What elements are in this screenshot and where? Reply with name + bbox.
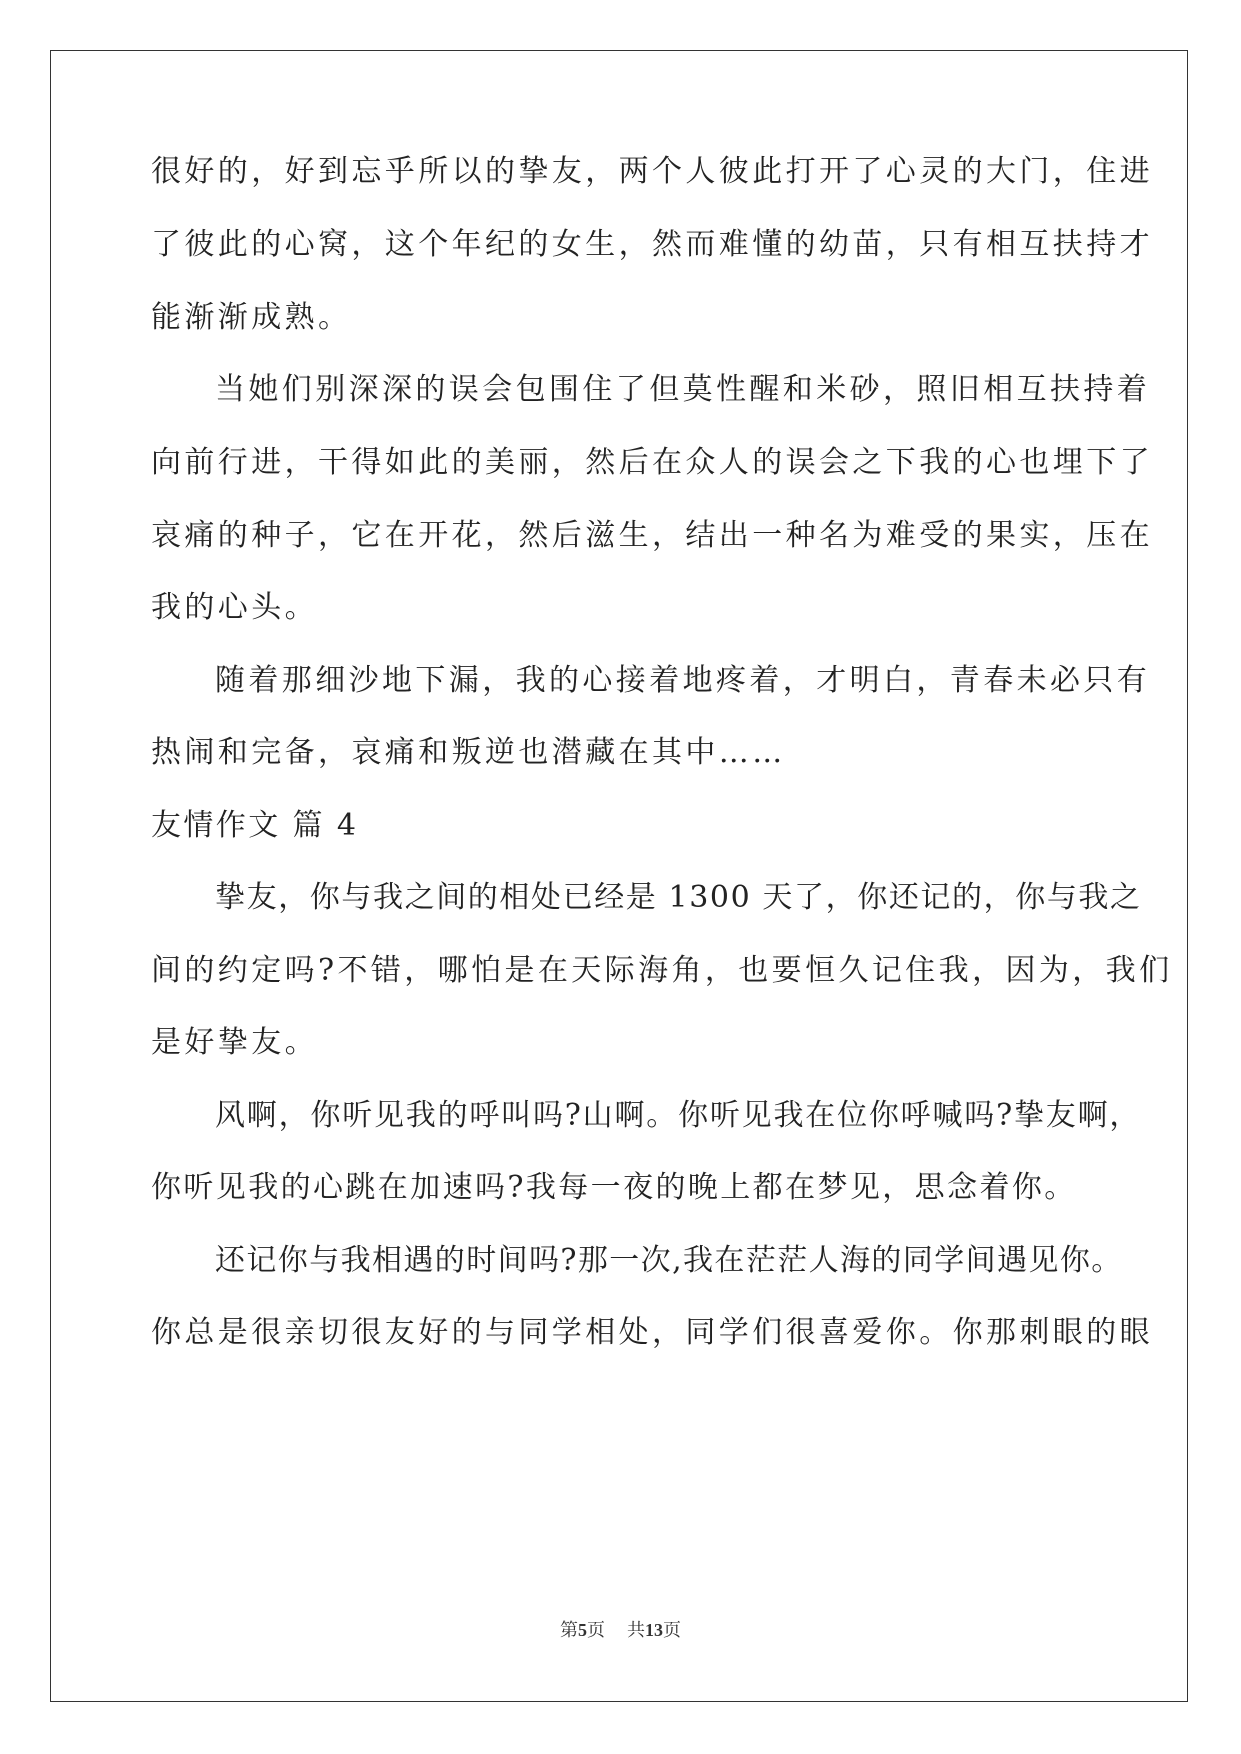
section-heading: 友情作文 篇 4 (151, 808, 359, 843)
body-line: 了彼此的心窝，这个年纪的女生，然而难懂的幼苗，只有相互扶持才 (151, 227, 1153, 262)
body-line: 向前行进，干得如此的美丽，然后在众人的误会之下我的心也埋下了 (151, 445, 1153, 480)
total-suffix: 页 (663, 1620, 681, 1641)
page-suffix: 页 (587, 1620, 605, 1641)
body-line: 挚友，你与我之间的相处已经是 1300 天了，你还记的，你与我之 (215, 880, 1142, 915)
body-line: 是好挚友。 (151, 1025, 318, 1060)
page-footer (0, 1618, 1241, 1643)
total-pages: 13 (645, 1620, 663, 1640)
body-line: 我的心头。 (151, 590, 318, 625)
body-line: 还记你与我相遇的时间吗?那一次,我在茫茫人海的同学间遇见你。 (215, 1243, 1123, 1278)
body-line: 很好的，好到忘乎所以的挚友，两个人彼此打开了心灵的大门，住进 (151, 154, 1153, 189)
total-prefix: 共 (627, 1620, 645, 1641)
body-line: 随着那细沙地下漏，我的心接着地疼着，才明白，青春未必只有 (215, 663, 1151, 698)
body-line: 风啊，你听见我的呼叫吗?山啊。你听见我在位你呼喊吗?挚友啊， (215, 1098, 1142, 1133)
body-line: 热闹和完备，哀痛和叛逆也潜藏在其中…… (151, 735, 786, 770)
body-line: 你听见我的心跳在加速吗?我每一夜的晚上都在梦见，思念着你。 (151, 1170, 1077, 1205)
page-number: 5 (578, 1620, 587, 1640)
body-line: 你总是很亲切很友好的与同学相处，同学们很喜爱你。你那刺眼的眼 (151, 1315, 1153, 1350)
body-line: 当她们别深深的误会包围住了但莫性醒和米砂，照旧相互扶持着 (215, 372, 1151, 407)
page-prefix: 第 (560, 1620, 578, 1641)
body-line: 哀痛的种子，它在开花，然后滋生，结出一种名为难受的果实，压在 (151, 518, 1153, 553)
body-line: 间的约定吗?不错，哪怕是在天际海角，也要恒久记住我，因为，我们 (151, 953, 1173, 988)
body-line: 能渐渐成熟。 (151, 300, 352, 335)
